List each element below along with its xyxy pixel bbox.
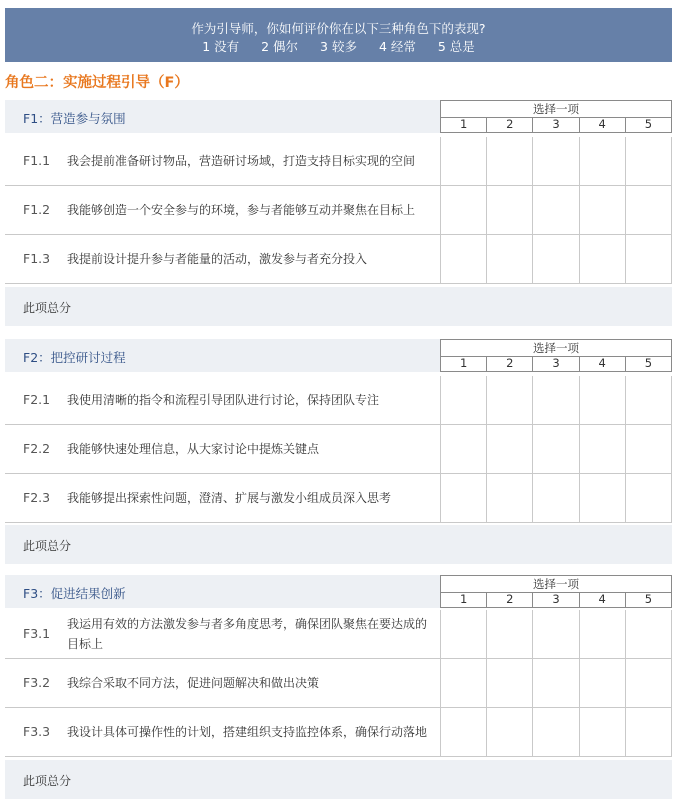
rating-cell-2[interactable] xyxy=(486,425,532,474)
rating-cell-1[interactable] xyxy=(440,610,486,659)
choice-label: 选择一项 xyxy=(441,101,671,118)
item-text: 我使用清晰的指令和流程引导团队进行讨论，保持团队专注 xyxy=(67,393,380,407)
rating-cell-1[interactable] xyxy=(440,186,486,235)
section-total-row[interactable] xyxy=(5,525,672,564)
rating-cell-1[interactable] xyxy=(440,659,486,708)
item-text: 我运用有效的方法激发参与者多角度思考，确保团队聚焦在要达成的目标上 xyxy=(67,617,428,651)
rating-cell-1[interactable] xyxy=(440,376,486,425)
item-row xyxy=(5,708,672,757)
section-header xyxy=(5,339,440,372)
rating-cell-4[interactable] xyxy=(579,474,625,523)
item-text: 我提前设计提升参与者能量的活动，激发参与者充分投入 xyxy=(67,252,368,266)
banner-question: 作为引导师，你如何评价你在以下三种角色下的表现? xyxy=(191,21,486,36)
item-code: F3.3 xyxy=(23,724,51,739)
rating-cell-3[interactable] xyxy=(532,610,578,659)
scale-number: 2 xyxy=(486,592,532,607)
scale-number: 1 xyxy=(459,356,468,370)
scale-number: 5 xyxy=(625,356,671,371)
section-header xyxy=(5,100,440,133)
choice-header xyxy=(440,575,672,608)
scale-number: 1 xyxy=(459,592,468,606)
role-title: 角色二：实施过程引导（F） xyxy=(5,75,189,91)
rating-cell-2[interactable] xyxy=(486,137,532,186)
scale-option: 3 较多 xyxy=(320,39,357,54)
rating-cell-3[interactable] xyxy=(532,425,578,474)
rating-cell-4[interactable] xyxy=(579,376,625,425)
rating-cell-3[interactable] xyxy=(532,376,578,425)
rating-cell-2[interactable] xyxy=(486,186,532,235)
scale-number: 2 xyxy=(486,356,532,371)
rating-cell-5[interactable] xyxy=(625,235,672,284)
rating-cell-4[interactable] xyxy=(579,137,625,186)
scale-number: 5 xyxy=(625,592,671,607)
rating-cell-1[interactable] xyxy=(440,425,486,474)
scale-number: 3 xyxy=(532,117,578,132)
rating-cell-5[interactable] xyxy=(625,376,672,425)
scale-number: 4 xyxy=(579,356,625,371)
rating-cell-5[interactable] xyxy=(625,425,672,474)
item-row xyxy=(5,610,672,659)
section-header xyxy=(5,575,440,608)
scale-number: 2 xyxy=(486,117,532,132)
rating-cell-1[interactable] xyxy=(440,474,486,523)
rating-cell-5[interactable] xyxy=(625,659,672,708)
item-text: 我能够提出探索性问题，澄清、扩展与激发小组成员深入思考 xyxy=(67,491,392,505)
rating-cell-2[interactable] xyxy=(486,474,532,523)
scale-number: 5 xyxy=(625,117,671,132)
item-row xyxy=(5,474,672,523)
section-total-row[interactable] xyxy=(5,287,672,326)
rating-cell-1[interactable] xyxy=(440,708,486,757)
item-code: F2.2 xyxy=(23,441,51,456)
rating-cell-3[interactable] xyxy=(532,235,578,284)
rating-cell-2[interactable] xyxy=(486,235,532,284)
rating-cell-2[interactable] xyxy=(486,708,532,757)
item-row xyxy=(5,235,672,284)
item-text: 我能够快速处理信息，从大家讨论中提炼关键点 xyxy=(67,442,320,456)
choice-header xyxy=(440,339,672,372)
item-row xyxy=(5,425,672,474)
item-code: F2.1 xyxy=(23,392,51,407)
scale-option: 2 偶尔 xyxy=(261,39,299,54)
rating-cell-5[interactable] xyxy=(625,610,672,659)
rating-cell-5[interactable] xyxy=(625,474,672,523)
item-row xyxy=(5,137,672,186)
rating-cell-5[interactable] xyxy=(625,186,672,235)
rating-cell-3[interactable] xyxy=(532,137,578,186)
item-text: 我设计具体可操作性的计划，搭建组织支持监控体系，确保行动落地 xyxy=(67,725,428,739)
scale-number: 4 xyxy=(579,117,625,132)
rating-cell-3[interactable] xyxy=(532,659,578,708)
item-code: F3.2 xyxy=(23,675,51,690)
item-code: F3.1 xyxy=(23,626,51,641)
rating-cell-2[interactable] xyxy=(486,610,532,659)
rating-scale-legend xyxy=(5,37,672,55)
section-title: F1：营造参与氛围 xyxy=(23,111,126,126)
item-row xyxy=(5,659,672,708)
section-total-label: 此项总分 xyxy=(23,301,72,315)
scale-option: 1 没有 xyxy=(202,39,240,54)
rating-cell-2[interactable] xyxy=(486,376,532,425)
item-row xyxy=(5,376,672,425)
rating-cell-1[interactable] xyxy=(440,137,486,186)
choice-header xyxy=(440,100,672,133)
item-text: 我综合采取不同方法，促进问题解决和做出决策 xyxy=(67,676,320,690)
rating-cell-3[interactable] xyxy=(532,708,578,757)
rating-cell-4[interactable] xyxy=(579,708,625,757)
choice-label: 选择一项 xyxy=(441,576,671,593)
item-text: 我会提前准备研讨物品，营造研讨场域，打造支持目标实现的空间 xyxy=(67,154,416,168)
rating-cell-3[interactable] xyxy=(532,474,578,523)
scale-option: 5 总是 xyxy=(437,39,475,54)
rating-cell-1[interactable] xyxy=(440,235,486,284)
rating-cell-4[interactable] xyxy=(579,186,625,235)
rating-cell-3[interactable] xyxy=(532,186,578,235)
item-row xyxy=(5,186,672,235)
scale-number: 3 xyxy=(532,356,578,371)
rating-cell-4[interactable] xyxy=(579,610,625,659)
item-text: 我能够创造一个安全参与的环境，参与者能够互动并聚焦在目标上 xyxy=(67,203,416,217)
section-total-label: 此项总分 xyxy=(23,539,72,553)
item-code: F1.3 xyxy=(23,251,51,266)
rating-cell-5[interactable] xyxy=(625,137,672,186)
rating-cell-4[interactable] xyxy=(579,659,625,708)
item-code: F1.1 xyxy=(23,153,51,168)
rating-instructions-banner xyxy=(5,8,672,62)
rating-cell-4[interactable] xyxy=(579,425,625,474)
scale-number: 3 xyxy=(532,592,578,607)
scale-option: 4 经常 xyxy=(378,39,416,54)
scale-number: 4 xyxy=(579,592,625,607)
rating-cell-5[interactable] xyxy=(625,708,672,757)
section-total-row[interactable] xyxy=(5,760,672,799)
rating-cell-2[interactable] xyxy=(486,659,532,708)
scale-number: 1 xyxy=(459,117,468,131)
item-code: F1.2 xyxy=(23,202,51,217)
section-title: F3：促进结果创新 xyxy=(23,586,126,601)
rating-cell-4[interactable] xyxy=(579,235,625,284)
choice-label: 选择一项 xyxy=(441,340,671,357)
section-total-label: 此项总分 xyxy=(23,774,72,788)
item-code: F2.3 xyxy=(23,490,51,505)
section-title: F2：把控研讨过程 xyxy=(23,350,126,365)
